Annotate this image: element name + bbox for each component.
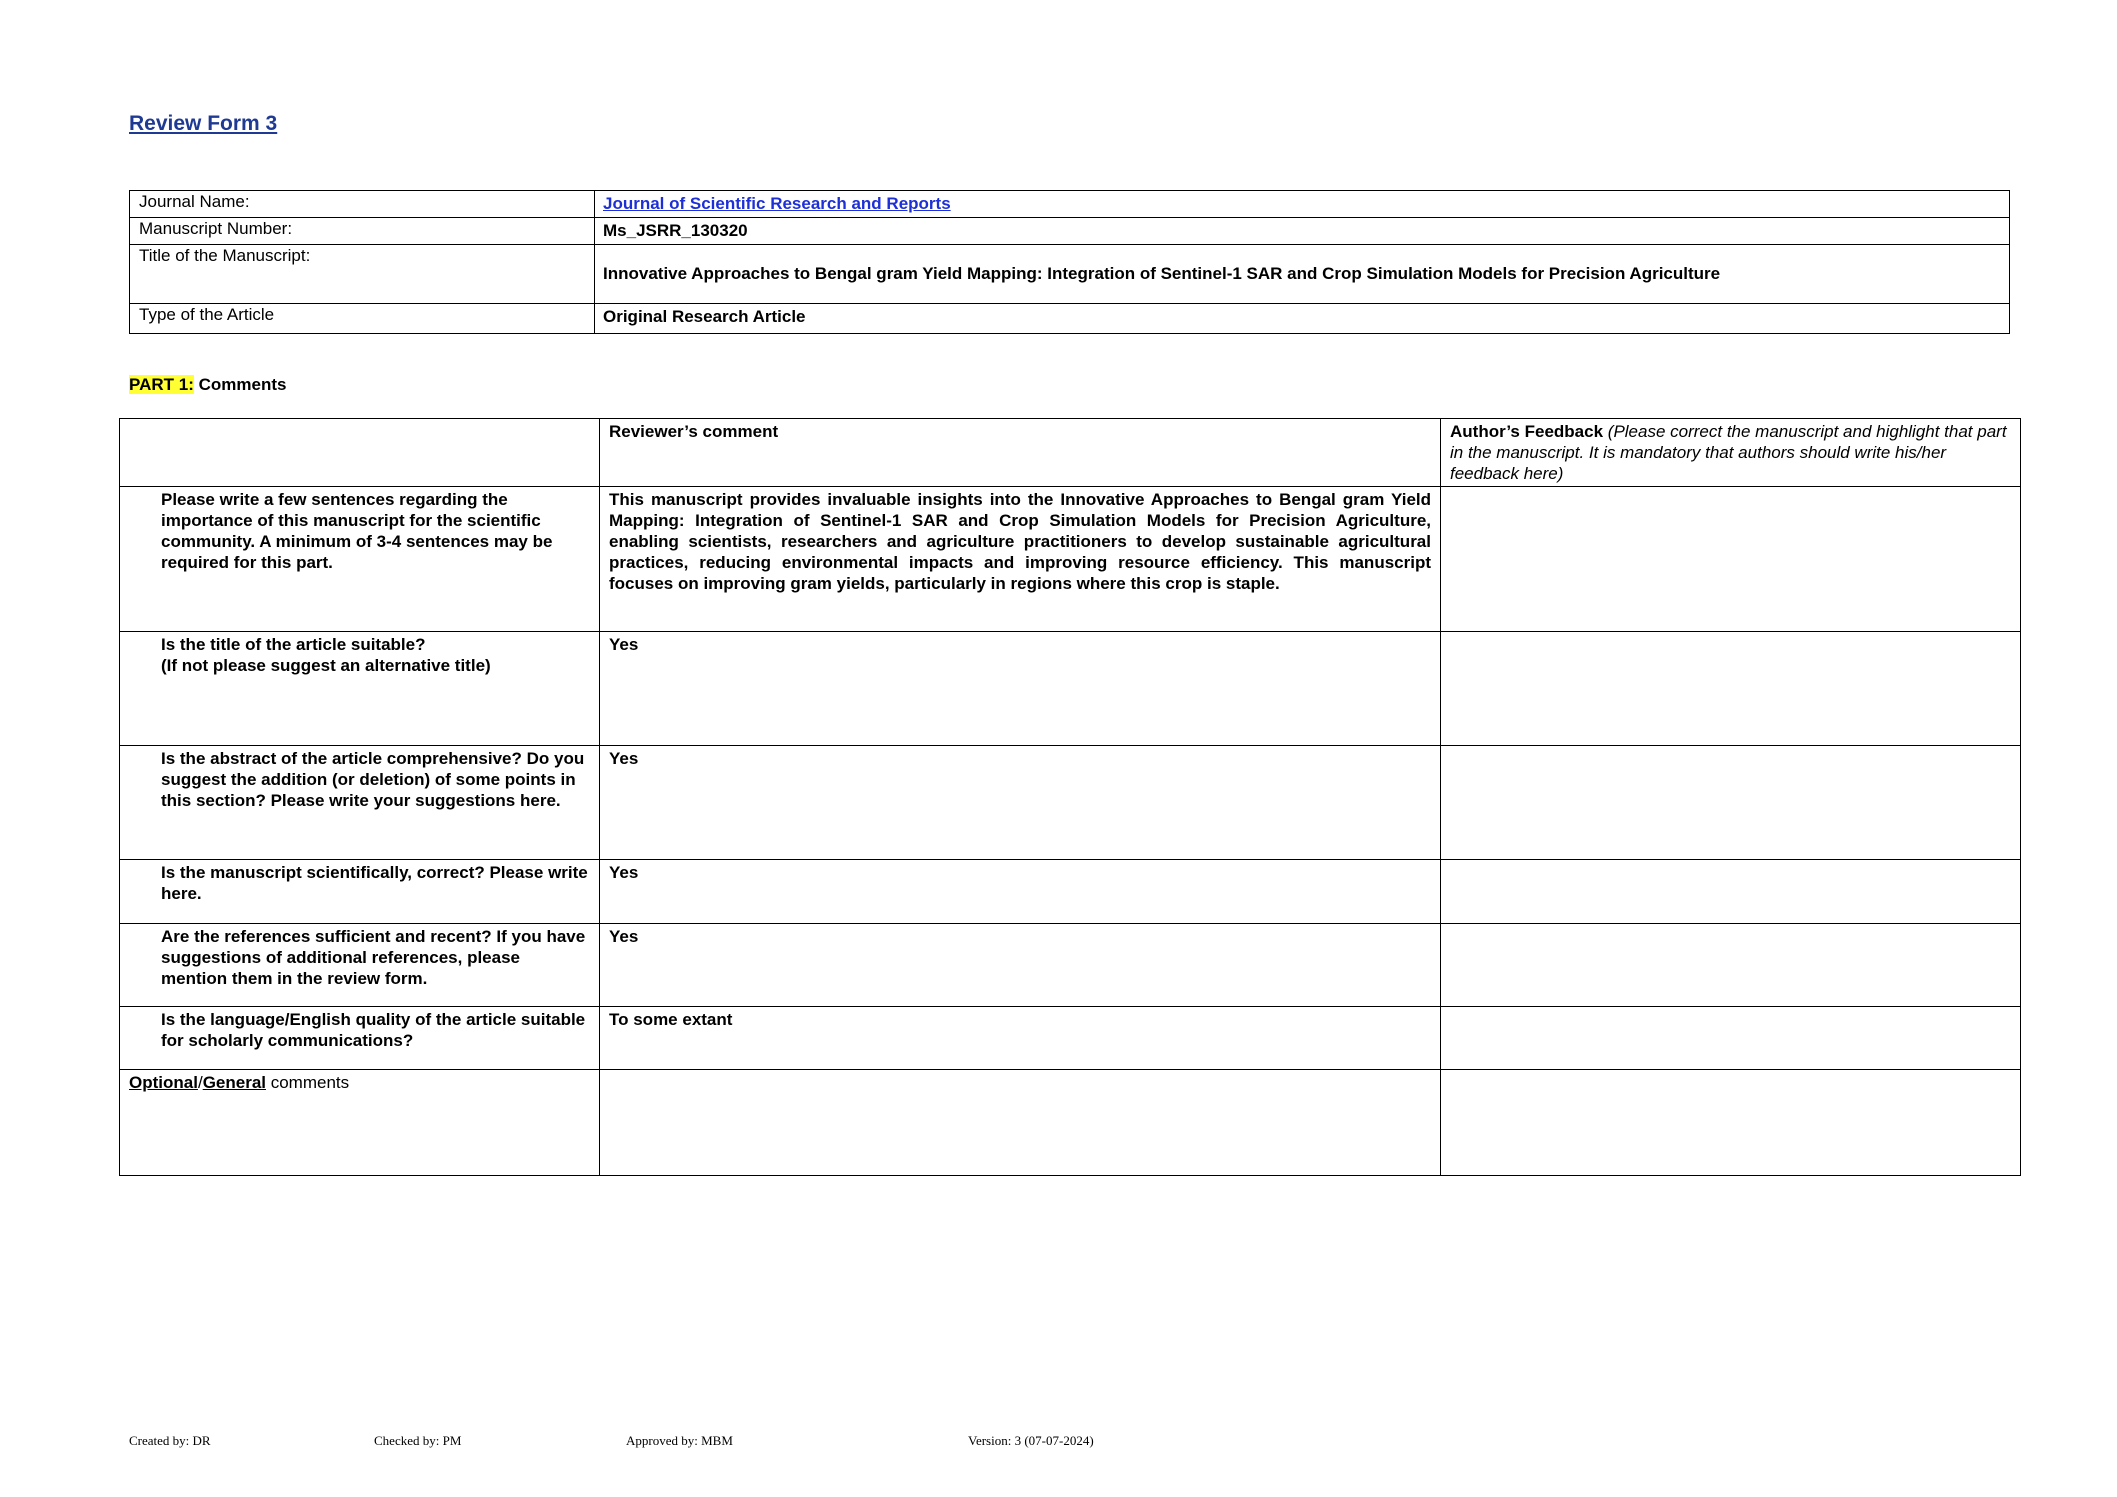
table-row xyxy=(120,746,2021,860)
author-feedback-title-cell[interactable] xyxy=(1441,632,2021,746)
table-row xyxy=(120,632,2021,746)
optional-word: Optional xyxy=(129,1073,198,1092)
part1-title: Comments xyxy=(198,375,287,394)
optional-separator: / xyxy=(197,1073,203,1092)
author-feedback-title: Author’s Feedback xyxy=(1450,422,1604,441)
part1-heading xyxy=(129,375,286,395)
footer-version: Version: 3 (07-07-2024) xyxy=(968,1433,1094,1448)
author-feedback-instructions: (Please correct the manuscript and highlight that part in the manuscript. It is mandatory that authors should write his/her feedback here) xyxy=(1450,422,2007,483)
manuscript-number-value: Ms_JSRR_130320 xyxy=(595,218,2010,245)
author-feedback-language[interactable] xyxy=(1441,1007,2021,1070)
question-scientific: Is the manuscript scientifically, correct? Please write here. xyxy=(120,860,600,924)
manuscript-title-value: Innovative Approaches to Bengal gram Yield Mapping: Integration of Sentinel-1 SAR and Crop Simulation Models for Precision Agriculture xyxy=(595,245,2010,304)
table-row xyxy=(120,860,2021,924)
reviewer-comment-references: Yes xyxy=(600,924,1441,1007)
reviewer-comment-scientific: Yes xyxy=(600,860,1441,924)
footer-checked-by: Checked by: PM xyxy=(374,1433,462,1448)
question-title-line1: Is the title of the article suitable? xyxy=(161,635,426,654)
footer-created-by: Created by: DR xyxy=(129,1433,211,1448)
question-language: Is the language/English quality of the article suitable for scholarly communications? xyxy=(120,1007,600,1070)
optional-comments-label xyxy=(120,1070,600,1176)
form-title: Review Form 3 xyxy=(129,112,278,135)
reviewer-comment-header: Reviewer’s comment xyxy=(600,419,1441,487)
question-title-suitable xyxy=(120,632,600,746)
general-word: General xyxy=(202,1073,266,1092)
manuscript-info-table xyxy=(129,190,2010,334)
table-row xyxy=(120,487,2021,632)
manuscript-title-label: Title of the Manuscript: xyxy=(130,245,595,304)
comments-header-row xyxy=(120,419,2021,487)
question-title-line2: (If not please suggest an alternative title) xyxy=(161,656,491,675)
author-feedback-abstract[interactable] xyxy=(1441,746,2021,860)
author-feedback-header xyxy=(1441,419,2021,487)
author-feedback-importance[interactable] xyxy=(1441,487,2021,632)
reviewer-comment-abstract: Yes xyxy=(600,746,1441,860)
journal-row xyxy=(130,191,2010,218)
manuscript-number-label: Manuscript Number: xyxy=(130,218,595,245)
part1-label: PART 1: xyxy=(129,375,194,394)
article-type-row xyxy=(130,304,2010,334)
optional-comments-row xyxy=(120,1070,2021,1176)
author-feedback-scientific[interactable] xyxy=(1441,860,2021,924)
reviewer-comment-language: To some extant xyxy=(600,1007,1441,1070)
author-feedback-optional[interactable] xyxy=(1441,1070,2021,1176)
reviewer-comment-title: Yes xyxy=(600,632,1441,746)
table-row xyxy=(120,924,2021,1007)
question-abstract: Is the abstract of the article comprehensive? Do you suggest the addition (or deletion) of some points in this section? Please write your suggestions here. xyxy=(120,746,600,860)
author-feedback-references[interactable] xyxy=(1441,924,2021,1007)
manuscript-number-row xyxy=(130,218,2010,245)
question-importance: Please write a few sentences regarding the importance of this manuscript for the scientific community. A minimum of 3-4 sentences may be required for this part. xyxy=(120,487,600,632)
journal-label: Journal Name: xyxy=(130,191,595,218)
footer-approved-by: Approved by: MBM xyxy=(626,1433,733,1448)
reviewer-comment-importance: This manuscript provides invaluable insights into the Innovative Approaches to Bengal gram Yield Mapping: Integration of Sentinel-1 SAR and Crop Simulation Models for Precision Agriculture, enabling scientists, researchers and agriculture practitioners to develop sustainable agricultural practices, reducing environmental impacts and improving resource efficiency. This manuscript focuses on improving gram yields, particularly in regions where this crop is staple. xyxy=(600,487,1441,632)
article-type-label: Type of the Article xyxy=(130,304,595,334)
table-row xyxy=(120,1007,2021,1070)
journal-link[interactable]: Journal of Scientific Research and Reports xyxy=(603,194,951,213)
manuscript-title-row xyxy=(130,245,2010,304)
reviewer-comment-optional[interactable] xyxy=(600,1070,1441,1176)
comments-word: comments xyxy=(266,1073,350,1092)
question-header-cell xyxy=(120,419,600,487)
question-references: Are the references sufficient and recent? If you have suggestions of additional references, please mention them in the review form. xyxy=(120,924,600,1007)
comments-table xyxy=(119,418,2021,1176)
article-type-value: Original Research Article xyxy=(595,304,2010,334)
